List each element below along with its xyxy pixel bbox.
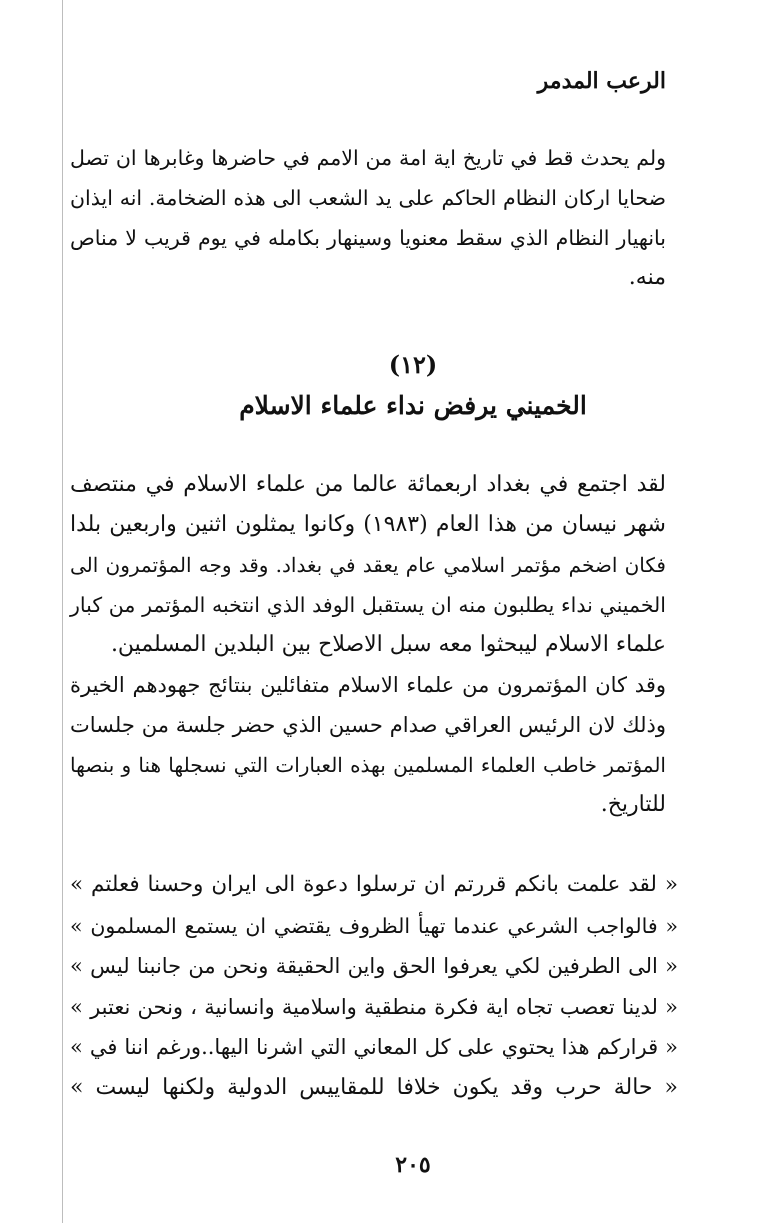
text-line: ضحايا اركان النظام الحاكم على يد الشعب الى هذه الضخامة. انه ايذان (70, 186, 666, 210)
paragraph-conference (70, 465, 666, 665)
quote-line: « الى الطرفين لكي يعرفوا الحق واين الحقيقة ونحن من جانبنا ليس » (70, 954, 678, 978)
quote-line: « فالواجب الشرعي عندما تهيأ الظروف يقتضي ان يستمع المسلمون » (70, 913, 678, 938)
text-line: بانهيار النظام الذي سقط معنويا وسينهار بكامله في يوم قريب لا مناص (70, 226, 666, 250)
text-line: الخميني نداء يطلبون منه ان يستقبل الوفد الذي انتخبه المؤتمر من كبار (70, 593, 666, 617)
section-title: الخميني يرفض نداء علماء الاسلام (239, 391, 587, 420)
text-line: وقد كان المؤتمرون من علماء الاسلام متفائلين بنتائج جهودهم الخيرة (70, 673, 666, 697)
page-margin-line (62, 0, 63, 1223)
text-line: للتاريخ. (600, 792, 666, 817)
paragraph-optimism (70, 665, 666, 825)
paragraph-opening (70, 138, 666, 298)
quotation-block (70, 865, 678, 1108)
text-line: منه. (628, 265, 666, 290)
quote-line: « لدينا تعصب تجاه اية فكرة منطقية واسلامية وانسانية ، ونحن نعتبر » (70, 994, 678, 1019)
text-line: فكان اضخم مؤتمر اسلامي عام يعقد في بغداد. وقد وجه المؤتمرون الى (70, 553, 666, 577)
quote-line: « لقد علمت بانكم قررتم ان ترسلوا دعوة الى ايران وحسنا فعلتم » (70, 872, 678, 897)
quote-line: « حالة حرب وقد يكون خلافا للمقاييس الدولية ولكنها ليست » (70, 1074, 678, 1100)
text-line: شهر نيسان من هذا العام (١٩٨٣) وكانوا يمثلون اثنين واربعين بلدا (70, 512, 666, 537)
running-header: الرعب المدمر (537, 68, 666, 94)
text-line: وذلك لان الرئيس العراقي صدام حسين الذي حضر جلسة من جلسات (70, 713, 666, 737)
text-line: المؤتمر خاطب العلماء المسلمين بهذه العبارات التي نسجلها هنا و بنصها (70, 753, 666, 777)
section-number: (١٢) (388, 350, 438, 379)
page-number: ٢٠٥ (395, 1152, 431, 1178)
text-line: ولم يحدث قط في تاريخ اية امة من الامم في حاضرها وغابرها ان تصل (70, 146, 666, 170)
text-line: لقد اجتمع في بغداد اربعمائة عالما من علماء الاسلام في منتصف (70, 472, 666, 497)
text-line: علماء الاسلام ليبحثوا معه سبل الاصلاح بين البلدين المسلمين. (110, 632, 666, 657)
quote-line: « قراركم هذا يحتوي على كل المعاني التي اشرنا اليها..ورغم اننا في » (70, 1035, 678, 1059)
